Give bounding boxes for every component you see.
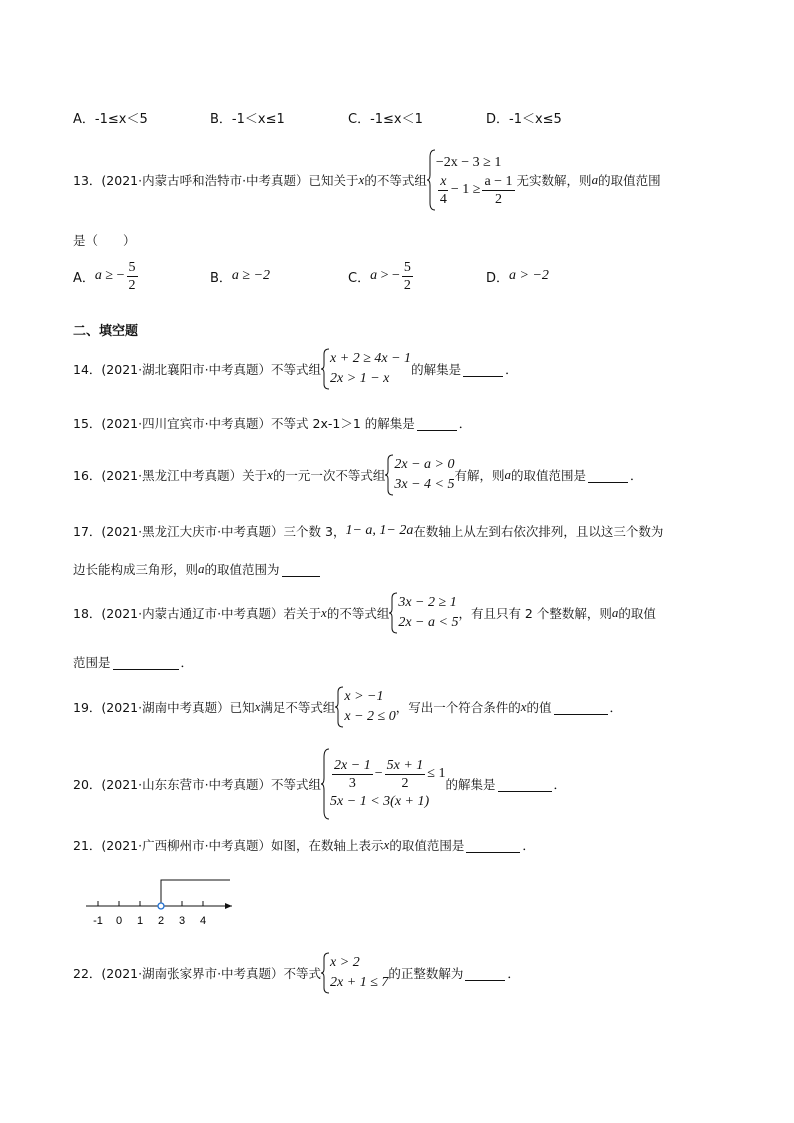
answer-blank[interactable]	[588, 468, 628, 483]
tick-label: 1	[136, 915, 144, 927]
q12-option-c: C．-1≤x＜1	[348, 112, 423, 127]
q13-text: 13．(2021·内蒙古呼和浩特市·中考真题）已知关于	[73, 173, 359, 188]
brace-icon	[389, 592, 398, 634]
tick-label: 4	[199, 915, 207, 927]
q12-option-b: B．-1＜x≤1	[210, 112, 285, 127]
q13-ineq-1: −2x − 3 ≥ 1	[435, 154, 502, 170]
question-16: 16．(2021·黑龙江中考真题）关于 x 的一元一次不等式组 2x − a > 0 3x − 4 < 5 有解，则 a 的取值范围是 ．	[73, 452, 643, 498]
range-indicator	[161, 880, 230, 906]
question-13	[73, 146, 661, 214]
q13-text-mid: 的不等式组	[364, 173, 427, 188]
fraction: $\frac{5}{2}$	[403, 259, 411, 293]
q13-option-d: D． a > −2	[486, 268, 549, 286]
question-18: 18．(2021·内蒙古通辽市·中考真题）若关于 x 的不等式组 3x − 2 ≥ 1 2x − a < 5 ，有且只有 2 个整数解，则 a 的取值	[73, 590, 656, 636]
answer-blank[interactable]	[554, 700, 608, 715]
brace-icon	[321, 952, 330, 994]
q22-ineq-1: x > 2	[330, 955, 360, 970]
question-21: 21．(2021·广西柳州市·中考真题）如图，在数轴上表示 x 的取值范围是 ．	[73, 837, 535, 853]
q13-system	[436, 153, 517, 208]
answer-blank[interactable]	[466, 838, 520, 853]
q18-ineq-2: 2x − a < 5	[398, 615, 459, 630]
q20-ineq-1: $\frac{2x - 1}{3}$ − $\frac{5x + 1}{2}$ ≤ 1	[334, 757, 446, 791]
q20-ineq-2: 5x − 1 < 3(x + 1)	[330, 793, 430, 809]
q14-ineq-2: 2x > 1 − x	[330, 371, 390, 386]
q12-option-a: A．-1≤x＜5	[73, 112, 148, 127]
answer-blank[interactable]	[113, 655, 179, 670]
open-point	[158, 903, 164, 909]
brace-icon	[427, 149, 436, 211]
q12-option-d: D．-1＜x≤5	[486, 112, 562, 127]
q19-ineq-2: x − 2 ≤ 0	[344, 709, 396, 724]
q19-ineq-1: x > −1	[344, 689, 384, 704]
q14-ineq-1: x + 2 ≥ 4x − 1	[330, 351, 412, 366]
var-a: a	[591, 172, 599, 187]
fraction: $\frac{5x + 1}{2}$	[386, 757, 424, 791]
q13-text-tail2: 的取值范围	[598, 173, 661, 188]
section-heading: 二、填空题	[73, 324, 139, 339]
fraction: $\frac{5}{2}$	[128, 259, 136, 293]
tick-label: 0	[115, 915, 123, 927]
q13-text-tail: 无实数解，则	[516, 173, 592, 188]
question-19: 19．(2021·湖南中考真题）已知 x 满足不等式组 x > −1 x − 2 ≤ 0 ，写出一个符合条件的 x 的值 ．	[73, 684, 622, 730]
arrow-right-icon	[225, 903, 232, 909]
answer-blank[interactable]	[465, 966, 505, 981]
tick-label: -1	[93, 915, 103, 927]
q13-continuation: 是（ ）	[73, 233, 136, 248]
answer-blank[interactable]	[417, 416, 457, 431]
tick-label: 3	[178, 915, 186, 927]
answer-blank[interactable]	[463, 362, 503, 377]
question-14: 14．(2021·湖北襄阳市·中考真题）不等式组 x + 2 ≥ 4x − 1 2x > 1 − x 的解集是 ．	[73, 346, 518, 392]
question-17: 17．(2021·黑龙江大庆市·中考真题）三个数 3， 1− a, 1− 2a 在数轴上从左到右依次排列，且以这三个数为	[73, 523, 664, 539]
var-x: x	[358, 172, 365, 187]
q18-ineq-1: 3x − 2 ≥ 1	[398, 595, 457, 610]
brace-icon	[321, 748, 330, 820]
number-line-figure	[84, 872, 244, 932]
fraction: $\frac{x}{4}$	[439, 173, 447, 207]
tick-marks	[98, 901, 203, 906]
tick-label: 2	[157, 915, 165, 927]
q16-ineq-2: 3x − 4 < 5	[394, 477, 455, 492]
question-17-line2: 边长能构成三角形，则 a 的取值范围为	[73, 560, 322, 578]
q16-ineq-1: 2x − a > 0	[394, 457, 455, 472]
q13-option-c: C． a > − $\frac{5}{2}$	[348, 259, 411, 293]
question-20: 20．(2021·山东东营市·中考真题）不等式组 $\frac{2x - 1}{3}$ − $\frac{5x + 1}{2}$ ≤ 1 5x − 1 < 3(x + 1) 的解集是 ．	[73, 746, 566, 822]
fraction: $\frac{a - 1}{2}$	[484, 173, 513, 207]
question-18-line2: 范围是 ．	[73, 655, 194, 670]
fraction: $\frac{2x - 1}{3}$	[334, 757, 371, 791]
q22-ineq-2: 2x + 1 ≤ 7	[330, 975, 389, 990]
answer-blank[interactable]	[498, 777, 552, 792]
q13-option-a: A． a ≥ − $\frac{5}{2}$	[73, 259, 136, 293]
question-22: 22．(2021·湖南张家界市·中考真题）不等式 x > 2 2x + 1 ≤ 7 的正整数解为 ．	[73, 950, 520, 996]
q13-ineq-2: $\frac{x}{4}$ − 1 ≥ $\frac{a - 1}{2}$	[439, 173, 513, 207]
question-15: 15．(2021·四川宜宾市·中考真题）不等式 2x-1＞1 的解集是 ．	[73, 416, 472, 431]
q13-option-b: B． a ≥ −2	[210, 268, 271, 286]
brace-icon	[321, 348, 330, 390]
answer-blank[interactable]	[282, 562, 320, 577]
